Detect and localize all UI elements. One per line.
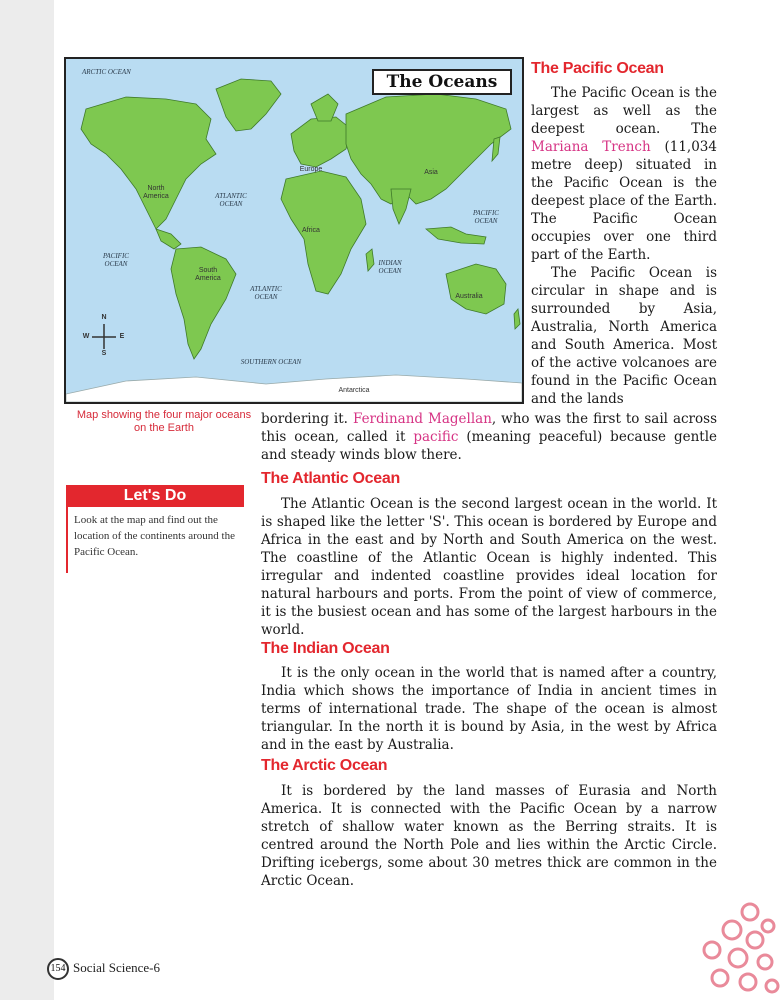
pacific-term: pacific [413,429,459,445]
indian-paragraph: It is the only ocean in the world that is named after a country, India which shows the importance of India in ancient times in terms of international trade. The shape of the ocean is almost triangular. In the north it is bound by Asia, in the west by Africa and in the east by Australia. [261,665,717,753]
pacific-cont-text-b: , who was the first to sail across this ocean, called it [261,411,717,445]
label-antarctica: Antarctica [338,387,370,394]
map-caption: Map showing the four major oceans on the Earth [76,409,252,434]
atlantic-paragraph: The Atlantic Ocean is the second largest ocean in the world. It is shaped like the letter 'S'. This ocean is bordered by Europe and Africa in the east and by North and South America on the west. The coastline of the Atlantic Ocean is highly indented. This irregular and indented coastline provides ideal location for natural harbours and ports. From the point of view of commerce, it is the busiest ocean and has some of the largest harbours in the world. [261,496,717,638]
pacific-p1-text-a: The Pacific Ocean is the largest as well as the deepest ocean. The [531,85,717,137]
arctic-paragraph: It is bordered by the land masses of Eurasia and North America. It is connected with the Pacific Ocean by a narrow stretch of shallow water known as the Berring straits. It is centred around the North Pole and lies within the Arctic Circle. Drifting icebergs, some about 30 metres thick are common in the Arctic Ocean. [261,783,717,889]
pacific-body-continued [261,410,717,464]
decorative-circles-icon [690,900,780,995]
mariana-trench-term: Mariana Trench [531,139,651,155]
pacific-p1-text-b: (11,034 metre deep) situated in the Pacific Ocean is the deepest place of the Earth. The Pacific Ocean occupies over one third part of the Earth. [531,139,717,263]
lets-do-text: Look at the map and find out the location of the continents around the Pacific Ocean. [74,514,235,558]
page-number: 154 [47,958,69,980]
compass-s: S [101,350,107,357]
ferdinand-magellan-term: Ferdinand Magellan [352,411,492,427]
label-pacific-west: PACIFIC OCEAN [103,252,129,268]
label-atlantic-north: ATLANTIC OCEAN [215,192,247,208]
world-map-svg [66,59,522,402]
page-margin-strip [0,0,54,1000]
arctic-body [261,782,717,890]
label-north-america: North America [143,185,169,200]
pacific-cont-text-a: bordering it. [261,411,348,427]
label-south-america: South America [195,267,221,282]
label-atlantic-south: ATLANTIC OCEAN [250,285,282,301]
label-asia: Asia [424,169,438,176]
lets-do-title: Let's Do [66,485,244,507]
compass-e: E [119,333,125,340]
book-title: Social Science-6 [73,960,160,975]
label-europe: Europe [299,166,323,173]
label-australia: Australia [455,293,483,300]
oceans-map [64,57,524,404]
pacific-paragraph-2: The Pacific Ocean is circular in shape and is surrounded by Asia, Australia, North America and South America. Most of the active volcanoes are found in the Pacific Ocean and the lands [531,265,717,407]
label-africa: Africa [302,227,320,234]
compass-n: N [101,314,107,321]
arctic-title: The Arctic Ocean [261,757,388,774]
pacific-paragraph-1 [531,84,717,264]
indian-title: The Indian Ocean [261,640,390,657]
pacific-body-column [531,84,717,408]
indian-body [261,664,717,754]
lets-do-accent-bar [66,507,68,573]
map-title: The Oceans [372,69,512,95]
label-pacific-east: PACIFIC OCEAN [473,209,499,225]
pacific-title: The Pacific Ocean [531,60,664,77]
label-arctic-ocean: ARCTIC OCEAN [82,68,131,76]
pacific-cont-text-c: (meaning peaceful) because gentle and steady winds blow there. [261,429,718,463]
atlantic-title: The Atlantic Ocean [261,470,400,487]
atlantic-body [261,495,717,639]
label-indian-ocean: INDIAN OCEAN [378,259,402,275]
label-southern-ocean: SOUTHERN OCEAN [240,358,302,366]
compass-w: W [82,333,90,340]
